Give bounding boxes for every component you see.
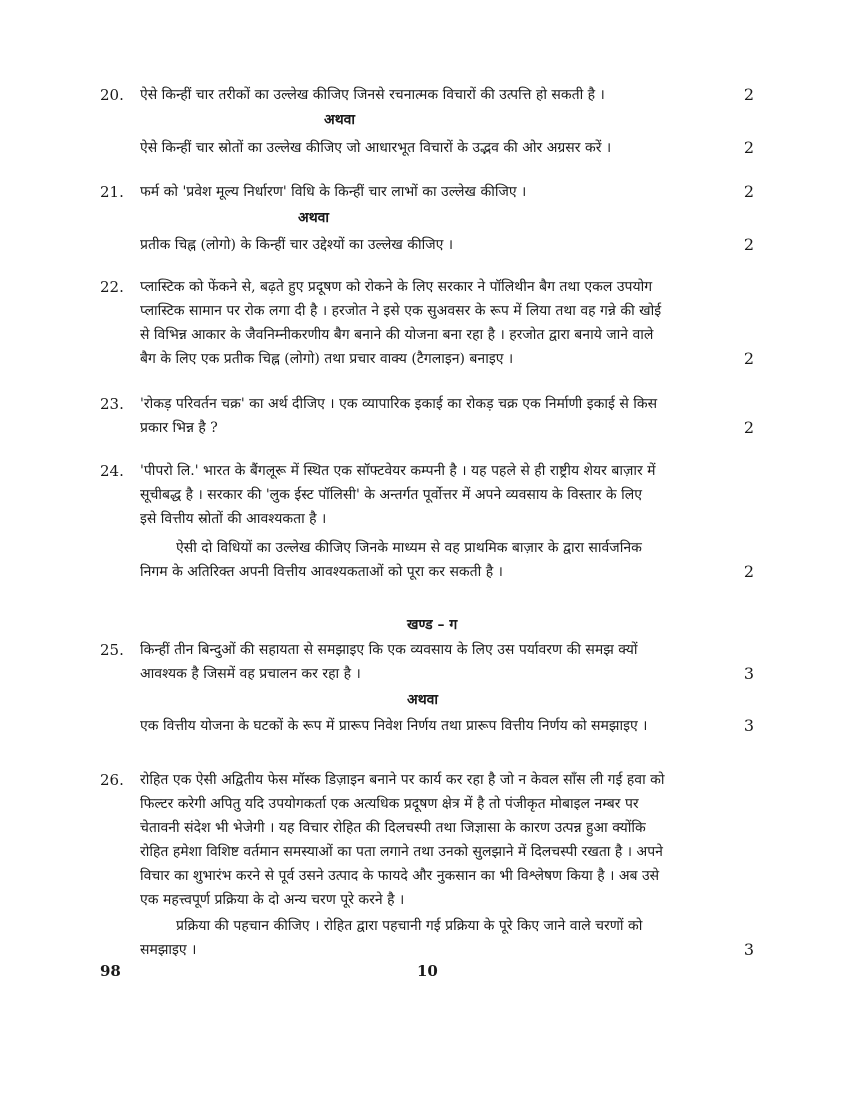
marks: 2 (743, 235, 754, 254)
text-line: 'पीपरो लि.' भारत के बैंगलूरू में स्थित एक सॉफ्टवेयर कम्पनी है । यह पहले से ही राष्ट्रीय शेयर बाज़ार में (140, 463, 656, 479)
paper-code: 98 (100, 962, 121, 980)
or-label: अथवा (407, 692, 439, 708)
text-line: किन्हीं तीन बिन्दुओं की सहायता से समझाइए कि एक व्यवसाय के लिए उस पर्यावरण की समझ क्यों (140, 642, 638, 658)
text-line: से विभिन्न आकार के जैवनिम्नीकरणीय बैग बनाने की योजना बना रहा है । हरजोत द्वारा बनाये जाने वाले (140, 327, 654, 343)
question-number: 23. (100, 395, 124, 413)
question-number: 26. (100, 771, 124, 789)
marks: 3 (743, 940, 754, 959)
text-line: प्लास्टिक सामान पर रोक लगा दी है । हरजोत ने इसे एक सुअवसर के रूप में लिया तथा वह गन्ने की खोई (140, 303, 662, 319)
text-line: विचार का शुभारंभ करने से पूर्व उसने उत्पाद के फायदे और नुकसान का भी विश्लेषण किया है । अब उसे (140, 868, 660, 884)
text-line: 'रोकड़ परिवर्तन चक्र' का अर्थ दीजिए । एक व्यापारिक इकाई का रोकड़ चक्र एक निर्माणी इकाई से किस (140, 396, 658, 412)
marks: 3 (743, 664, 754, 683)
question-number: 20. (100, 86, 124, 104)
text-line: प्रक्रिया की पहचान कीजिए । रोहित द्वारा पहचानी गई प्रक्रिया के पूरे किए जाने वाले चरणों को (176, 918, 643, 934)
text-line: रोहित हमेशा विशिष्ट वर्तमान समस्याओं का पता लगाने तथा उनको सुलझाने में दिलचस्पी रखता है । अपने (140, 844, 663, 860)
question-text: प्रतीक चिह्न (लोगो) के किन्हीं चार उद्देश्यों का उल्लेख कीजिए । (140, 237, 454, 253)
text-line: प्रकार भिन्न है ? (140, 420, 218, 436)
page-number: 10 (417, 962, 438, 980)
question-text (140, 638, 728, 686)
text-line: इसे वित्तीय स्रोतों की आवश्यकता है । (140, 511, 327, 527)
question-text: ऐसे किन्हीं चार तरीकों का उल्लेख कीजिए जिनसे रचनात्मक विचारों की उत्पत्ति हो सकती है । (140, 87, 605, 103)
question-number: 22. (100, 278, 124, 296)
question-text: फर्म को 'प्रवेश मूल्य निर्धारण' विधि के किन्हीं चार लाभों का उल्लेख कीजिए । (140, 184, 527, 200)
text-line: चेतावनी संदेश भी भेजेगी । यह विचार रोहित की दिलचस्पी तथा जिज्ञासा के कारण उत्पन्न हुआ क्योंकि (140, 820, 646, 836)
question-text: एक वित्तीय योजना के घटकों के रूप में प्रारूप निवेश निर्णय तथा प्रारूप वित्तीय निर्णय को समझाइए । (140, 718, 648, 734)
question-text: ऐसे किन्हीं चार स्रोतों का उल्लेख कीजिए जो आधारभूत विचारों के उद्भव की ओर अग्रसर करें । (140, 140, 612, 156)
text-line: निगम के अतिरिक्त अपनी वित्तीय आवश्यकताओं को पूरा कर सकती है । (140, 564, 503, 580)
text-line: बैग के लिए एक प्रतीक चिह्न (लोगो) तथा प्रचार वाक्य (टैगलाइन) बनाइए । (140, 351, 514, 367)
question-text (140, 275, 728, 371)
marks: 2 (743, 85, 754, 104)
question-text (140, 768, 728, 962)
text-line: प्लास्टिक को फेंकने से, बढ़ते हुए प्रदूषण को रोकने के लिए सरकार ने पॉलिथीन बैग तथा एकल उपयोग (140, 279, 653, 295)
marks: 2 (743, 349, 754, 368)
text-line: समझाइए । (140, 942, 197, 958)
text-line: ऐसी दो विधियों का उल्लेख कीजिए जिनके माध्यम से वह प्राथमिक बाज़ार के द्वारा सार्वजनिक (176, 540, 642, 556)
text-line: फिल्टर करेगी अपितु यदि उपयोगकर्ता एक अत्यधिक प्रदूषण क्षेत्र में है तो पंजीकृत मोबाइल नम्बर पर (140, 796, 639, 812)
question-number: 25. (100, 641, 124, 659)
question-text (140, 459, 728, 584)
question-text (140, 392, 728, 440)
marks: 2 (743, 418, 754, 437)
text-line: रोहित एक ऐसी अद्वितीय फेस मॉस्क डिज़ाइन बनाने पर कार्य कर रहा है जो न केवल साँस ली गई हवा को (140, 772, 665, 788)
marks: 2 (743, 182, 754, 201)
or-label: अथवा (324, 112, 356, 128)
marks: 3 (743, 716, 754, 735)
marks: 2 (743, 138, 754, 157)
text-line: एक महत्त्वपूर्ण प्रक्रिया के दो अन्य चरण पूरे करने है । (140, 892, 405, 908)
or-label: अथवा (298, 210, 330, 226)
section-heading: खण्ड – ग (407, 617, 458, 633)
question-number: 24. (100, 462, 124, 480)
text-line: सूचीबद्ध है । सरकार की 'लुक ईस्ट पॉलिसी' के अन्तर्गत पूर्वोत्तर में अपने व्यवसाय के विस्तार के लिए (140, 487, 642, 503)
question-number: 21. (100, 183, 124, 201)
text-line: आवश्यक है जिसमें वह प्रचालन कर रहा है । (140, 666, 361, 682)
marks: 2 (743, 562, 754, 581)
